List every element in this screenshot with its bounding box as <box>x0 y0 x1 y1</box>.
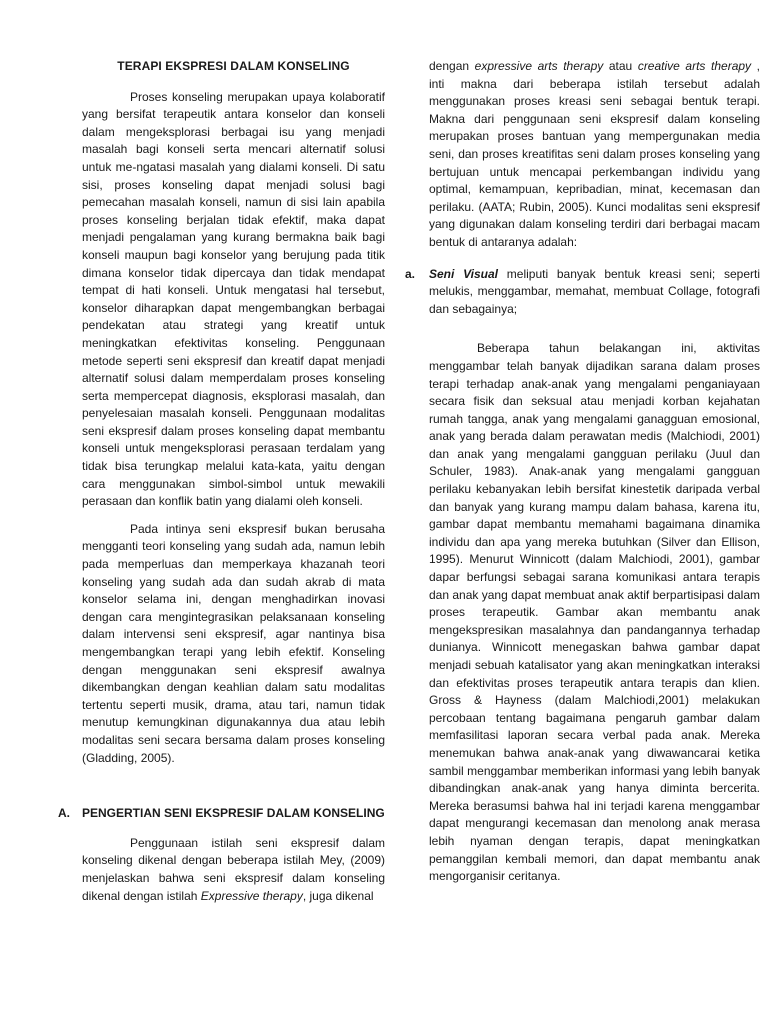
intro-paragraph-2: Pada intinya seni ekspresif bukan berusaha mengganti teori konseling yang sudah ada, namun lebih pada memperluas dan memperkaya khazanah teori konseling yang sudah ada dan sudah akrab di mata konselor selama ini, dengan menghadirkan inovasi dengan cara mengintegrasikan pelaksanaan konseling dalam intervensi seni ekspresif, agar nantinya bisa mengembangkan terapi yang lebih efektif. Konseling dengan menggunakan seni ekspresif awalnya dikembangkan dengan keahlian dalam satu modalitas tertentu seperti musik, drama, atau tari, namun tidak menutup kemungkinan digunakannya dua atau lebih modalitas seni secara bersama dalam proses konseling (Gladding, 2005). <box>82 521 385 765</box>
section-a-paragraph <box>82 835 385 905</box>
continuation-paragraph <box>429 58 760 252</box>
right-column <box>405 58 760 886</box>
intro-paragraph-1: Proses konseling merupakan upaya kolaboratif yang bersifat terapeutik antara konselor dan konseli dalam mengeksplorasi berbagai isu yang menjadi masalah bagi konseli serta mencari alternatif solusi untuk me-ngatasi masalah yang dialami konseli. Di satu sisi, proses konseling dapat menjadi solusi bagi pemecahan masalah konseli, namun di sisi lain apabila proses konseling berjalan tidak efektif, maka dapat menjadi pengalaman yang kurang bermakna baik bagi konseli maupun bagi konselor yang berujung pada titik dimana konselor tidak dipercaya dan tidak mendapat tempat di hati konseli. Untuk mengatasi hal tersebut, konselor diharapkan dapat mengembangkan berbagai pendekatan atau strategi yang kreatif untuk meningkatkan efektivitas konseling. Penggunaan metode seperti seni ekspresif dan kreatif dapat menjadi alternatif solusi dalam memperdalam proses konseling serta mempercepat diagnosis, eksplorasi masalah, dan penyelesaian masalah konseli. Penggunaan modalitas seni ekspresif dalam proses konseling dapat membantu konseli untuk mengeksplorasi perasaan terdalam yang tidak bisa terungkap melalui kata-kata, yaitu dengan cara menggunakan simbol-simbol untuk mewakili perasaan dan konflik batin yang dialami oleh konseli. <box>82 89 385 509</box>
list-item-a-term: Seni Visual <box>429 266 499 281</box>
section-a-title: PENGERTIAN SENI EKSPRESIF DALAM KONSELING <box>82 806 385 821</box>
section-a-text-2: , juga dikenal <box>302 888 374 903</box>
cont-italic-1: expressive arts therapy <box>474 59 604 73</box>
section-a-heading <box>58 805 385 823</box>
visual-art-paragraph: Beberapa tahun belakangan ini, aktivitas menggambar telah banyak dijadikan sarana dalam proses terapi terhadap anak-anak yang mengalami penganiayaan secara fisik dan seksual atau menjadi korban kejahatan rumah tangga, anak yang mengalami ganagguan emosional, anak yang berada dalam perawatan medis (Malchiodi, 2001) dan anak yang mengalami gangguan perilaku (Juul dan Schuler, 1983). Anak-anak yang mengalami gangguan perilaku kebanyakan lebih bersifat kinestetik daripada verbal dan banyak yang kurang mampu dalam bahasa, karena itu, gambar dapat membantu memahami bagaimana dinamika individu dan apa yang mereka butuhkan (Silver dan Ellison, 1995). Menurut Winnicott (dalam Malchiodi, 2001), gambar dapar berfungsi sebagai sarana komunikasi antara terapis dan anak yang dapat membuat anak aktif berpartisipasi dalam proses terapeutik. Gambar akan membantu anak mengekspresikan masalahnya dan pandangannya terhadap dunianya. Winnicott menegaskan bahwa gambar dapat menjadi sebuah katalisator yang akan meningkatkan interaksi dan efektivitas proses terapeutik antara terapis dan klien. Gross & Hayness (dalam Malchiodi,2001) melakukan percobaan tentang bagaimana pengaruh gambar dalam memfasilitasi laporan secara verbal pada anak. Mereka menemukan bahwa anak-anak yang diwawancarai ketika sambil menggambar memberikan informasi yang lebih banyak dibandingkan anak-anak yang hanya diminta bercerita. Mereka berasumsi bahwa hal ini terjadi karena menggambar dapat mengurangi kecemasan dan menolong anak merasa lebih nyaman dengan terapis, dapat meningkatkan pemanggilan kembali memori, dan dapat membantu anak mengorganisir ceritanya. <box>429 341 760 884</box>
cont-text-3: , inti makna dari beberapa istilah tersebut adalah menggunakan proses kreasi seni sebagai bentuk terapi. Makna dari penggunaan seni ekspresif dalam konseling merupakan proses bantuan yang mempergunakan media seni, dan proses kreatifitas seni dalam proses konseling yang bertujuan untuk mencapai perkembangan individu yang optimal, kemampuan, kepribadian, minat, kecemasan dan perilaku. (AATA; Rubin, 2005). Kunci modalitas seni ekspresif yang digunakan dalam konseling terdiri dari berbagai macam bentuk di antaranya adalah: <box>429 59 760 249</box>
list-item-a-body <box>429 266 760 319</box>
cont-italic-2: creative arts therapy <box>637 59 752 73</box>
section-a-italic-term: Expressive therapy <box>200 888 303 903</box>
list-item-a-text: meliputi banyak bentuk kreasi seni; seperti melukis, menggambar, memahat, membuat Collage, fotografi dan sebagainya; <box>429 266 760 316</box>
cont-text-1: dengan <box>429 59 475 73</box>
section-a-letter: A. <box>58 806 70 821</box>
cont-text-2: atau <box>603 59 638 73</box>
list-item-a-letter: a. <box>405 266 416 281</box>
section-a-text-1: Penggunaan istilah seni ekspresif dalam konseling dikenal dengan beberapa istilah Mey, (2009) menjelaskan bahwa seni ekspresif dalam konseling dikenal dengan istilah <box>82 835 385 903</box>
document-title: TERAPI EKSPRESI DALAM KONSELING <box>117 59 350 73</box>
left-column <box>58 58 385 905</box>
list-item-a <box>405 266 760 319</box>
